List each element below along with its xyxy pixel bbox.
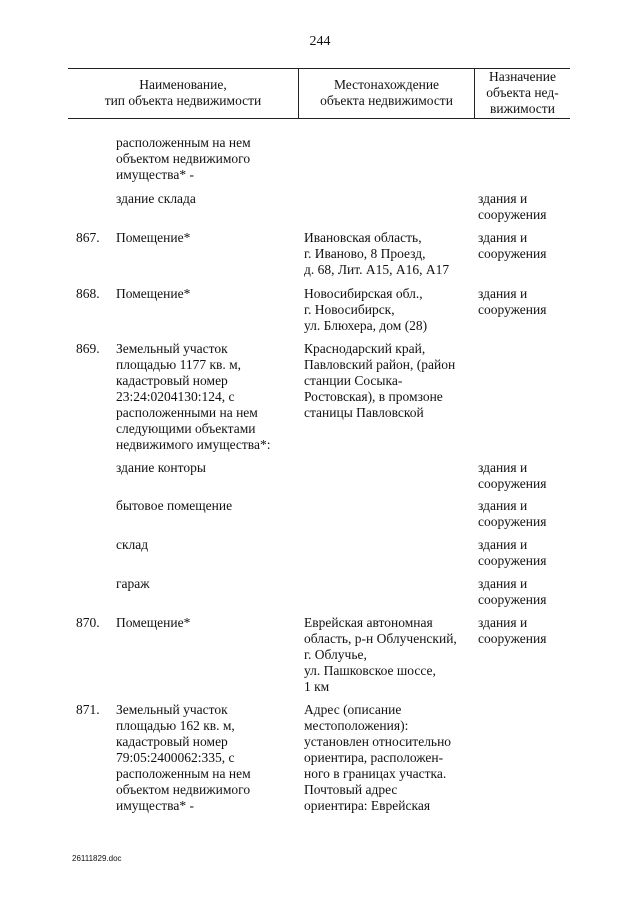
row-number: 870. (76, 615, 100, 630)
footer-filename: 26111829.doc (72, 854, 122, 863)
object-location: Краснодарский край, Павловский район, (район станции Сосыка- Ростовская), в промзоне станицы Павловской (304, 341, 456, 420)
object-purpose: здания и сооружения (478, 460, 547, 491)
header-purpose-column: Назначение объекта нед- вижимости (486, 69, 559, 116)
object-name: расположенным на нем объектом недвижимого имущества* - (116, 135, 251, 182)
page-number: 244 (309, 34, 331, 49)
table-header (68, 68, 570, 119)
object-purpose: здания и сооружения (478, 498, 547, 529)
row-number: 871. (76, 702, 100, 717)
row-number: 867. (76, 230, 100, 245)
header-bottom-rule (68, 118, 570, 119)
object-name: здание склада (116, 191, 196, 206)
object-purpose: здания и сооружения (478, 286, 547, 317)
row-number: 869. (76, 341, 100, 356)
object-purpose: здания и сооружения (478, 615, 547, 646)
object-name: гараж (116, 576, 150, 591)
object-purpose: здания и сооружения (478, 191, 547, 222)
header-location-column: Местонахождение объекта недвижимости (320, 77, 453, 108)
object-purpose: здания и сооружения (478, 230, 547, 261)
object-purpose: здания и сооружения (478, 537, 547, 568)
object-purpose: здания и сооружения (478, 576, 547, 607)
object-name: Помещение* (116, 615, 191, 630)
row-number: 868. (76, 286, 100, 301)
object-location: Новосибирская обл., г. Новосибирск, ул. Блюхера, дом (28) (304, 286, 428, 333)
object-name: Земельный участок площадью 1177 кв. м, кадастровый номер 23:24:0204130:124, с расположенными на нем следующими объектами недвижимого имущества*: (116, 341, 271, 452)
object-name: Помещение* (116, 230, 191, 245)
header-name-column: Наименование, тип объекта недвижимости (104, 77, 262, 108)
object-name: бытовое помещение (116, 498, 233, 513)
object-location: Адрес (описание местоположения): установлен относительно ориентира, расположен- ного в границах участка. Почтовый адрес ориентира: Еврейская (304, 702, 452, 813)
object-location: Еврейская автономная область, р-н Облученский, г. Облучье, ул. Пашковское шоссе, 1 км (304, 615, 457, 694)
object-name: склад (116, 537, 149, 552)
object-location: Ивановская область, г. Иваново, 8 Проезд, д. 68, Лит. А15, А16, А17 (304, 230, 450, 277)
object-name: здание конторы (116, 460, 206, 475)
object-name: Земельный участок площадью 162 кв. м, кадастровый номер 79:05:2400062:335, с расположенным на нем объектом недвижимого имущества* - (116, 702, 251, 813)
object-name: Помещение* (116, 286, 191, 301)
